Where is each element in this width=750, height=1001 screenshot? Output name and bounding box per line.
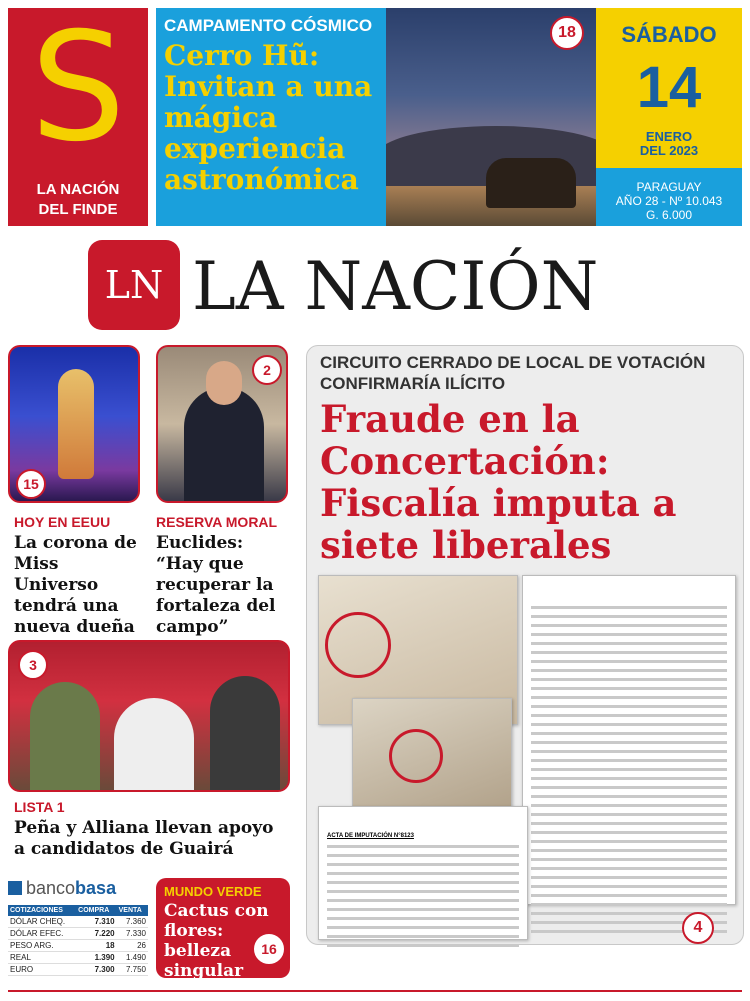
lista-page-badge: 3 bbox=[18, 650, 48, 680]
euclides-page-badge: 2 bbox=[252, 355, 282, 385]
people-silhouette bbox=[486, 158, 576, 208]
doc-line bbox=[531, 705, 727, 708]
month-year: ENERO DEL 2023 bbox=[639, 129, 699, 158]
lista-person-1 bbox=[30, 682, 100, 792]
doc-line bbox=[531, 669, 727, 672]
bank-brand-name: basa bbox=[75, 878, 117, 898]
miss-page-badge: 15 bbox=[16, 469, 46, 499]
doc-line bbox=[327, 908, 519, 911]
doc-line bbox=[531, 894, 727, 897]
miss-figure bbox=[58, 369, 94, 479]
doc-line bbox=[531, 723, 727, 726]
currency-sell: 26 bbox=[117, 940, 148, 952]
currency-name: DÓLAR CHEQ. bbox=[8, 916, 76, 928]
doc-line bbox=[531, 867, 727, 870]
doc-line bbox=[531, 840, 727, 843]
doc-line bbox=[531, 822, 727, 825]
lista-person-2 bbox=[114, 698, 194, 792]
doc-line bbox=[531, 768, 727, 771]
currency-header-row bbox=[8, 905, 148, 916]
doc-line bbox=[327, 935, 519, 938]
doc-line bbox=[531, 858, 727, 861]
doc-line bbox=[327, 872, 519, 875]
doc-line bbox=[531, 795, 727, 798]
euclides-photo[interactable] bbox=[156, 345, 288, 503]
table-row bbox=[8, 916, 148, 928]
ln-logo[interactable]: LN bbox=[88, 240, 180, 330]
cosmic-page-badge: 18 bbox=[550, 16, 584, 50]
document-page-left[interactable] bbox=[318, 806, 528, 940]
miss-headline[interactable]: La corona de Miss Universo tendrá una nueva dueña bbox=[14, 533, 137, 637]
doc-line bbox=[531, 741, 727, 744]
currency-buy: 7.310 bbox=[76, 916, 116, 928]
doc-line bbox=[327, 854, 519, 857]
finde-s-logo: S bbox=[30, 1, 126, 175]
doc-line bbox=[531, 732, 727, 735]
document-page-right[interactable] bbox=[522, 575, 736, 905]
currency-table bbox=[8, 905, 148, 976]
euclides-kicker: RESERVA MORAL bbox=[156, 514, 278, 530]
cctv-highlight-circle-2 bbox=[389, 729, 443, 783]
doc-line bbox=[531, 885, 727, 888]
currency-buy: 1.390 bbox=[76, 952, 116, 964]
doc-line bbox=[531, 831, 727, 834]
lista-kicker: LISTA 1 bbox=[14, 799, 65, 815]
main-headline[interactable]: Fraude en la Concertación: Fiscalía imputa a siete liberales bbox=[320, 397, 677, 567]
doc-line bbox=[531, 750, 727, 753]
mundo-kicker: MUNDO VERDE bbox=[164, 884, 262, 899]
issue-label: AÑO 28 - Nº 10.043 bbox=[615, 194, 723, 208]
doc-line bbox=[531, 813, 727, 816]
currency-name: DÓLAR EFEC. bbox=[8, 928, 76, 940]
table-row bbox=[8, 928, 148, 940]
doc-line bbox=[531, 696, 727, 699]
cosmic-kicker: CAMPAMENTO CÓSMICO bbox=[164, 16, 373, 35]
doc-line bbox=[327, 899, 519, 902]
doc-line bbox=[531, 642, 727, 645]
table-row bbox=[8, 940, 148, 952]
doc-line bbox=[531, 714, 727, 717]
doc-line bbox=[531, 615, 727, 618]
doc-line bbox=[531, 759, 727, 762]
currency-header: COMPRA bbox=[76, 905, 116, 916]
lista-person-3 bbox=[210, 676, 280, 792]
lista-headline[interactable]: Peña y Alliana llevan apoyo a candidatos de Guairá bbox=[14, 818, 274, 859]
doc-line bbox=[327, 917, 519, 920]
doc-line bbox=[531, 876, 727, 879]
doc-title: ACTA DE IMPUTACIÓN N°8123 bbox=[327, 833, 414, 839]
currency-widget bbox=[8, 878, 148, 984]
doc-line bbox=[327, 890, 519, 893]
doc-line bbox=[531, 633, 727, 636]
cctv-highlight-circle bbox=[325, 612, 391, 678]
doc-line bbox=[531, 903, 727, 906]
finde-section-block[interactable] bbox=[8, 1, 148, 226]
doc-line bbox=[327, 944, 519, 947]
cosmic-headline: Cerro Hũ: Invitan a una mágica experiencia astronómica bbox=[164, 39, 373, 196]
euclides-headline[interactable]: Euclides: “Hay que recuperar la fortaleza del campo” bbox=[156, 533, 276, 637]
main-page-badge: 4 bbox=[682, 912, 714, 944]
currency-sell: 7.360 bbox=[117, 916, 148, 928]
doc-line bbox=[531, 804, 727, 807]
currency-buy: 18 bbox=[76, 940, 116, 952]
country-label: PARAGUAY bbox=[636, 180, 702, 194]
currency-name: EURO bbox=[8, 964, 76, 976]
doc-line bbox=[327, 863, 519, 866]
cctv-photo-2[interactable] bbox=[352, 698, 512, 816]
table-row bbox=[8, 964, 148, 976]
cosmic-teaser[interactable] bbox=[156, 8, 386, 226]
currency-buy: 7.300 bbox=[76, 964, 116, 976]
currency-sell: 1.490 bbox=[117, 952, 148, 964]
date-block bbox=[596, 8, 742, 226]
bank-brand-prefix: banco bbox=[26, 878, 76, 898]
currency-buy: 7.220 bbox=[76, 928, 116, 940]
cosmic-photo[interactable] bbox=[386, 8, 596, 226]
mundo-verde-teaser[interactable] bbox=[156, 878, 290, 981]
doc-line bbox=[531, 777, 727, 780]
doc-line bbox=[327, 881, 519, 884]
mundo-headline: Cactus con flores: belleza singular bbox=[164, 901, 269, 981]
edition-info bbox=[596, 180, 742, 222]
bank-brand bbox=[8, 878, 148, 899]
doc-line bbox=[531, 687, 727, 690]
doc-line bbox=[531, 651, 727, 654]
doc-line bbox=[531, 624, 727, 627]
currency-sell: 7.750 bbox=[117, 964, 148, 976]
currency-header: COTIZACIONES bbox=[8, 905, 76, 916]
currency-header: VENTA bbox=[117, 905, 148, 916]
lista-photo[interactable] bbox=[8, 640, 290, 792]
currency-sell: 7.330 bbox=[117, 928, 148, 940]
euclides-face bbox=[206, 361, 242, 405]
bottom-rule bbox=[8, 990, 742, 992]
doc-line bbox=[531, 678, 727, 681]
miss-universe-photo[interactable] bbox=[8, 345, 140, 503]
doc-line bbox=[531, 849, 727, 852]
price-label: G. 6.000 bbox=[645, 208, 693, 222]
bank-logo-icon bbox=[8, 881, 22, 895]
doc-line bbox=[327, 926, 519, 929]
finde-section-name: LA NACIÓN DEL FINDE bbox=[36, 181, 120, 218]
currency-name: PESO ARG. bbox=[8, 940, 76, 952]
table-row bbox=[8, 952, 148, 964]
doc-line bbox=[531, 786, 727, 789]
day-name: SÁBADO bbox=[621, 22, 717, 47]
day-number: 14 bbox=[636, 55, 702, 120]
doc-line bbox=[327, 845, 519, 848]
miss-kicker: HOY EN EEUU bbox=[14, 514, 111, 530]
doc-line bbox=[531, 606, 727, 609]
doc-line bbox=[531, 660, 727, 663]
currency-name: REAL bbox=[8, 952, 76, 964]
main-kicker: CIRCUITO CERRADO DE LOCAL DE VOTACIÓN CONFIRMARÍA ILÍCITO bbox=[320, 353, 706, 393]
masthead-title[interactable]: LA NACIÓN bbox=[192, 248, 599, 325]
mundo-page-badge: 16 bbox=[254, 934, 284, 964]
